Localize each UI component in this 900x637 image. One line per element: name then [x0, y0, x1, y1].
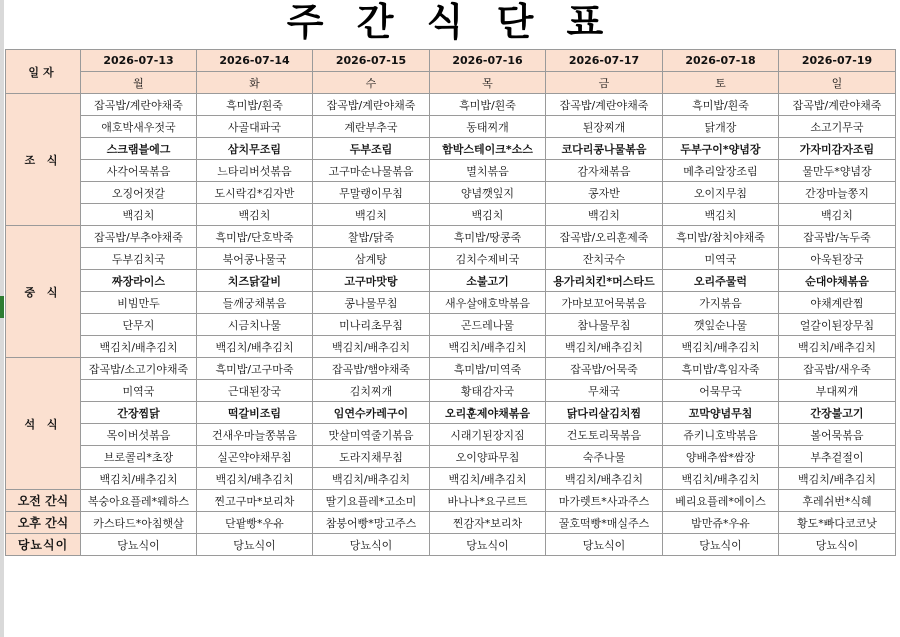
- weekly-menu-table: [5, 49, 896, 556]
- snack-row: [6, 490, 896, 512]
- menu-cell: 잡곡밥/새우죽: [779, 358, 896, 380]
- menu-cell: 짜장라이스: [81, 270, 197, 292]
- menu-cell: 흑미밥/고구마죽: [197, 358, 313, 380]
- menu-cell: 고구마맛탕: [313, 270, 430, 292]
- menu-cell: 스크램블에그: [81, 138, 197, 160]
- menu-cell: 사골대파국: [197, 116, 313, 138]
- menu-cell: 콩나물무침: [313, 292, 430, 314]
- menu-cell: 흑미밥/흰죽: [197, 94, 313, 116]
- menu-cell: 백김치/배추김치: [81, 336, 197, 358]
- menu-cell: 간장찜닭: [81, 402, 197, 424]
- menu-cell: 두부조림: [313, 138, 430, 160]
- menu-cell: 오리주물럭: [663, 270, 779, 292]
- menu-cell: 백김치/배추김치: [313, 468, 430, 490]
- menu-cell: 백김치/배추김치: [197, 336, 313, 358]
- menu-cell: 백김치/배추김치: [430, 468, 546, 490]
- menu-cell: 김치찌개: [313, 380, 430, 402]
- menu-cell: 곤드레나물: [430, 314, 546, 336]
- menu-cell: 볼어묵볶음: [779, 424, 896, 446]
- menu-cell: 감자채볶음: [546, 160, 663, 182]
- menu-cell: 백김치/배추김치: [546, 336, 663, 358]
- menu-cell: 간장불고기: [779, 402, 896, 424]
- snack-label: 오전 간식: [6, 490, 81, 512]
- menu-cell: 동태찌개: [430, 116, 546, 138]
- meal-row: [6, 292, 896, 314]
- menu-cell: 흑미밥/단호박죽: [197, 226, 313, 248]
- menu-cell: 숙주나물: [546, 446, 663, 468]
- menu-cell: 치즈닭갈비: [197, 270, 313, 292]
- menu-cell: 백김치: [430, 204, 546, 226]
- snack-cell: 당뇨식이: [663, 534, 779, 556]
- weekday-cell: 금: [546, 72, 663, 94]
- menu-cell: 백김치/배추김치: [313, 336, 430, 358]
- date-cell: 2026-07-19: [779, 50, 896, 72]
- snack-cell: 후레쉬번*식혜: [779, 490, 896, 512]
- menu-cell: 백김치/배추김치: [81, 468, 197, 490]
- weekday-cell: 수: [313, 72, 430, 94]
- menu-cell: 얼갈이된장무침: [779, 314, 896, 336]
- menu-cell: 시래기된장지짐: [430, 424, 546, 446]
- menu-cell: 오이양파무침: [430, 446, 546, 468]
- menu-cell: 가마보꼬어묵볶음: [546, 292, 663, 314]
- menu-cell: 백김치/배추김치: [779, 468, 896, 490]
- snack-cell: 당뇨식이: [546, 534, 663, 556]
- menu-cell: 들깨궁채볶음: [197, 292, 313, 314]
- menu-cell: 흑미밥/미역죽: [430, 358, 546, 380]
- menu-cell: 떡갈비조림: [197, 402, 313, 424]
- menu-cell: 흑미밥/흰죽: [430, 94, 546, 116]
- menu-cell: 오징어젓갈: [81, 182, 197, 204]
- snack-cell: 당뇨식이: [81, 534, 197, 556]
- menu-cell: 참나물무침: [546, 314, 663, 336]
- snack-row: [6, 534, 896, 556]
- menu-cell: 아욱된장국: [779, 248, 896, 270]
- menu-cell: 건도토리묵볶음: [546, 424, 663, 446]
- date-cell: 2026-07-16: [430, 50, 546, 72]
- menu-cell: 사각어묵볶음: [81, 160, 197, 182]
- snack-cell: 당뇨식이: [197, 534, 313, 556]
- snack-cell: 당뇨식이: [430, 534, 546, 556]
- meal-row: [6, 336, 896, 358]
- menu-cell: 무말랭이무침: [313, 182, 430, 204]
- meal-row: [6, 182, 896, 204]
- menu-cell: 잡곡밥/계란야채죽: [779, 94, 896, 116]
- meal-label: 중 식: [6, 226, 81, 358]
- menu-cell: 맛살미역줄기볶음: [313, 424, 430, 446]
- menu-cell: 멸치볶음: [430, 160, 546, 182]
- snack-cell: 찐감자*보리차: [430, 512, 546, 534]
- menu-cell: 도시락김*김자반: [197, 182, 313, 204]
- menu-cell: 흑미밥/참치야채죽: [663, 226, 779, 248]
- menu-cell: 새우살애호박볶음: [430, 292, 546, 314]
- menu-cell: 소불고기: [430, 270, 546, 292]
- menu-cell: 잡곡밥/어묵죽: [546, 358, 663, 380]
- menu-cell: 꼬막양념무침: [663, 402, 779, 424]
- date-cell: 2026-07-15: [313, 50, 430, 72]
- menu-cell: 야채계란찜: [779, 292, 896, 314]
- date-row: [6, 50, 896, 72]
- menu-cell: 백김치: [779, 204, 896, 226]
- menu-cell: 어묵무국: [663, 380, 779, 402]
- menu-cell: 오리훈제야채볶음: [430, 402, 546, 424]
- snack-cell: 당뇨식이: [313, 534, 430, 556]
- menu-cell: 가지볶음: [663, 292, 779, 314]
- menu-cell: 시금치나물: [197, 314, 313, 336]
- menu-cell: 찰밥/닭죽: [313, 226, 430, 248]
- menu-cell: 김치수제비국: [430, 248, 546, 270]
- snack-cell: 바나나*요구르트: [430, 490, 546, 512]
- menu-cell: 임연수카레구이: [313, 402, 430, 424]
- meal-row: [6, 270, 896, 292]
- menu-cell: 양념깻잎지: [430, 182, 546, 204]
- menu-cell: 함박스테이크*소스: [430, 138, 546, 160]
- menu-cell: 도라지채무침: [313, 446, 430, 468]
- menu-cell: 두부구이*양념장: [663, 138, 779, 160]
- date-cell: 2026-07-18: [663, 50, 779, 72]
- menu-cell: 용가리치킨*머스타드: [546, 270, 663, 292]
- menu-cell: 오이지무침: [663, 182, 779, 204]
- date-cell: 2026-07-17: [546, 50, 663, 72]
- menu-cell: 잡곡밥/소고기야채죽: [81, 358, 197, 380]
- menu-cell: 삼치무조림: [197, 138, 313, 160]
- menu-cell: 된장찌개: [546, 116, 663, 138]
- menu-cell: 북어콩나물국: [197, 248, 313, 270]
- weekday-cell: 월: [81, 72, 197, 94]
- date-label: 일자: [6, 50, 81, 94]
- menu-cell: 백김치: [197, 204, 313, 226]
- weekday-cell: 일: [779, 72, 896, 94]
- menu-cell: 메추리알장조림: [663, 160, 779, 182]
- date-cell: 2026-07-14: [197, 50, 313, 72]
- snack-cell: 황도*빠다코코낫: [779, 512, 896, 534]
- meal-row: [6, 446, 896, 468]
- meal-row: [6, 226, 896, 248]
- meal-label: 석 식: [6, 358, 81, 490]
- menu-cell: 양배추쌈*쌈장: [663, 446, 779, 468]
- menu-cell: 흑미밥/땅콩죽: [430, 226, 546, 248]
- meal-row: [6, 94, 896, 116]
- snack-label: 당뇨식이: [6, 534, 81, 556]
- meal-row: [6, 138, 896, 160]
- menu-cell: 백김치: [546, 204, 663, 226]
- menu-cell: 계란부추국: [313, 116, 430, 138]
- menu-cell: 소고기무국: [779, 116, 896, 138]
- snack-label: 오후 간식: [6, 512, 81, 534]
- menu-cell: 흑미밥/흰죽: [663, 94, 779, 116]
- weekday-cell: 목: [430, 72, 546, 94]
- snack-cell: 밤만쥬*우유: [663, 512, 779, 534]
- menu-cell: 건새우마늘쫑볶음: [197, 424, 313, 446]
- menu-cell: 잔치국수: [546, 248, 663, 270]
- weekday-cell: 화: [197, 72, 313, 94]
- menu-cell: 느타리버섯볶음: [197, 160, 313, 182]
- menu-cell: 황태감자국: [430, 380, 546, 402]
- weekday-cell: 토: [663, 72, 779, 94]
- menu-cell: 잡곡밥/부추야채죽: [81, 226, 197, 248]
- menu-cell: 삼계탕: [313, 248, 430, 270]
- menu-cell: 실곤약야채무침: [197, 446, 313, 468]
- menu-cell: 미나리초무침: [313, 314, 430, 336]
- meal-row: [6, 468, 896, 490]
- menu-cell: 단무지: [81, 314, 197, 336]
- snack-cell: 복숭아요플레*웨하스: [81, 490, 197, 512]
- menu-cell: 잡곡밥/계란야채죽: [313, 94, 430, 116]
- menu-cell: 두부김치국: [81, 248, 197, 270]
- menu-cell: 백김치/배추김치: [779, 336, 896, 358]
- menu-cell: 근대된장국: [197, 380, 313, 402]
- snack-cell: 단팥빵*우유: [197, 512, 313, 534]
- menu-cell: 순대야채볶음: [779, 270, 896, 292]
- menu-cell: 백김치: [663, 204, 779, 226]
- menu-cell: 백김치/배추김치: [197, 468, 313, 490]
- snack-cell: 참붕어빵*망고주스: [313, 512, 430, 534]
- menu-cell: 고구마순나물볶음: [313, 160, 430, 182]
- menu-cell: 부대찌개: [779, 380, 896, 402]
- menu-cell: 비빔만두: [81, 292, 197, 314]
- meal-row: [6, 248, 896, 270]
- weekday-row: [6, 72, 896, 94]
- date-cell: 2026-07-13: [81, 50, 197, 72]
- menu-cell: 간장마늘쫑지: [779, 182, 896, 204]
- menu-cell: 쥬키니호박볶음: [663, 424, 779, 446]
- snack-cell: 마가렛트*사과주스: [546, 490, 663, 512]
- menu-cell: 닭다리살김치찜: [546, 402, 663, 424]
- snack-row: [6, 512, 896, 534]
- menu-cell: 잡곡밥/햄야채죽: [313, 358, 430, 380]
- meal-row: [6, 402, 896, 424]
- menu-cell: 미역국: [663, 248, 779, 270]
- menu-cell: 코다리콩나물볶음: [546, 138, 663, 160]
- menu-cell: 잡곡밥/오리훈제죽: [546, 226, 663, 248]
- snack-cell: 베리요플레*에이스: [663, 490, 779, 512]
- menu-cell: 깻잎순나물: [663, 314, 779, 336]
- meal-row: [6, 204, 896, 226]
- menu-cell: 콩자반: [546, 182, 663, 204]
- menu-cell: 백김치/배추김치: [546, 468, 663, 490]
- meal-label: 조 식: [6, 94, 81, 226]
- sheet-row-header-strip: [0, 0, 4, 637]
- meal-row: [6, 358, 896, 380]
- menu-cell: 잡곡밥/계란야채죽: [546, 94, 663, 116]
- menu-cell: 물만두*양념장: [779, 160, 896, 182]
- snack-cell: 카스타드*아침햇살: [81, 512, 197, 534]
- snack-cell: 딸기요플레*고소미: [313, 490, 430, 512]
- snack-cell: 꿀호떡빵*매실주스: [546, 512, 663, 534]
- menu-cell: 닭개장: [663, 116, 779, 138]
- menu-cell: 잡곡밥/녹두죽: [779, 226, 896, 248]
- menu-cell: 백김치/배추김치: [430, 336, 546, 358]
- menu-cell: 미역국: [81, 380, 197, 402]
- meal-row: [6, 160, 896, 182]
- menu-cell: 부추겉절이: [779, 446, 896, 468]
- menu-cell: 백김치/배추김치: [663, 336, 779, 358]
- menu-cell: 백김치: [81, 204, 197, 226]
- menu-cell: 무채국: [546, 380, 663, 402]
- menu-cell: 잡곡밥/계란야채죽: [81, 94, 197, 116]
- snack-cell: 당뇨식이: [779, 534, 896, 556]
- selected-row-marker: [0, 296, 4, 318]
- menu-cell: 백김치/배추김치: [663, 468, 779, 490]
- menu-cell: 흑미밥/흑임자죽: [663, 358, 779, 380]
- meal-row: [6, 314, 896, 336]
- meal-row: [6, 380, 896, 402]
- menu-cell: 목이버섯볶음: [81, 424, 197, 446]
- menu-cell: 가자미감자조림: [779, 138, 896, 160]
- meal-row: [6, 424, 896, 446]
- snack-cell: 찐고구마*보리차: [197, 490, 313, 512]
- page-title: 주 간 식 단 표: [286, 0, 614, 44]
- menu-cell: 애호박새우젓국: [81, 116, 197, 138]
- meal-row: [6, 116, 896, 138]
- menu-cell: 브로콜리*초장: [81, 446, 197, 468]
- menu-cell: 백김치: [313, 204, 430, 226]
